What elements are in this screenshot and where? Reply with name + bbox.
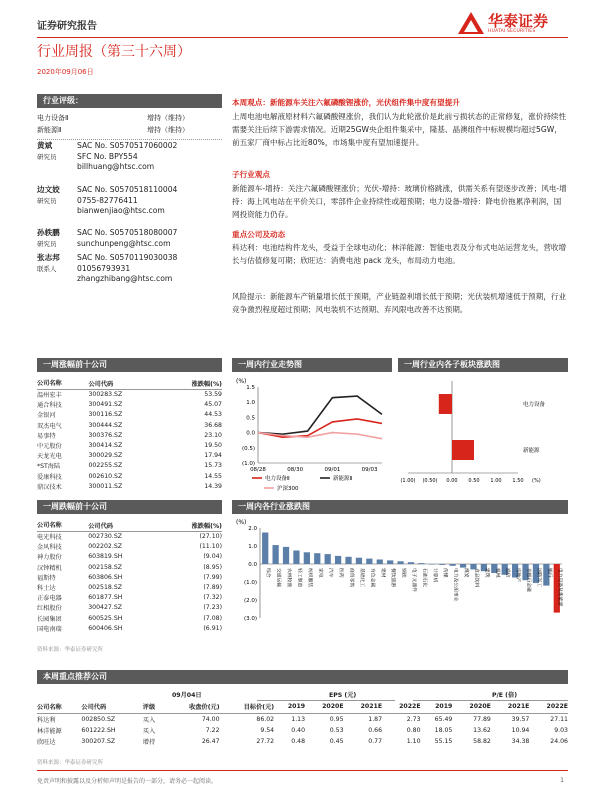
table-row xyxy=(37,390,222,400)
col-header: 2022E xyxy=(399,703,421,710)
category-label: 计算机 xyxy=(431,568,437,583)
company-name-cell: 福斯特 xyxy=(37,574,56,582)
company-code-cell: 300491.SZ xyxy=(88,401,123,409)
rating-divider xyxy=(37,139,222,140)
bar xyxy=(452,440,474,460)
x-tick-label: (0.50) xyxy=(422,478,438,484)
analyst-name: 张志邦 xyxy=(37,253,60,262)
company-name-cell: 正泰电器 xyxy=(37,595,62,603)
col-header: 公司名称 xyxy=(37,522,62,529)
table-cell: 1.87 xyxy=(368,715,383,723)
change-cell: 36.68 xyxy=(204,421,222,429)
table-cell: 10.94 xyxy=(511,726,530,734)
company-heading: 重点公司及动态 xyxy=(232,230,286,239)
company-code-cell: 600406.SH xyxy=(88,624,123,632)
recommend-title: 本周重点推荐公司 xyxy=(37,670,568,684)
col-header: 2021E xyxy=(507,703,530,710)
company-code-cell: 300011.SZ xyxy=(88,482,123,490)
table-row xyxy=(37,572,222,582)
trend-chart-title: 一周内行业走势图 xyxy=(232,358,392,372)
rating-item-value: 增持（维持） xyxy=(147,114,189,122)
table-cell: 65.49 xyxy=(434,715,453,723)
x-tick-label: 09/03 xyxy=(361,467,378,473)
analyst-card xyxy=(37,141,222,185)
company-name-cell: 双杰电气 xyxy=(37,422,62,430)
analyst-name: 黄斌 xyxy=(37,141,53,150)
x-tick-label: 1.50 xyxy=(512,478,524,484)
category-label: 餐饮旅游 xyxy=(390,568,396,588)
company-code-cell: 600525.SH xyxy=(88,614,123,622)
col-header: 公司名称 xyxy=(37,380,62,387)
company-name-cell: 温州宏丰 xyxy=(37,392,62,400)
bar xyxy=(429,564,435,565)
y-tick-label: (3.0) xyxy=(243,616,257,622)
change-cell: (9.04) xyxy=(203,553,222,561)
bar xyxy=(387,560,393,564)
x-tick-label: 1.00 xyxy=(490,478,502,484)
table-cell: 34.38 xyxy=(511,737,530,745)
table-row xyxy=(37,714,568,725)
category-label: 银行 xyxy=(546,568,552,578)
table-cell: 9.54 xyxy=(260,726,275,734)
table-row xyxy=(37,532,222,542)
rating-item xyxy=(37,113,222,125)
table-cell: 58.82 xyxy=(473,737,491,745)
table-row xyxy=(37,420,222,430)
y-tick-label: (1.0) xyxy=(243,580,257,586)
analyst-sac: SAC No. S0570518080007 xyxy=(77,228,178,237)
bar xyxy=(304,552,310,564)
x-tick-label: 08/30 xyxy=(287,467,304,473)
company-name-cell: 长园集团 xyxy=(37,615,62,623)
table-cell: 1.10 xyxy=(406,737,421,745)
gainers-title: 一周涨幅前十公司 xyxy=(37,358,222,372)
analyst-card xyxy=(37,228,222,253)
analyst-sfc: SFC No. BPY554 xyxy=(77,151,138,161)
company-name-cell: 金银河 xyxy=(37,412,56,420)
x-axis-label: (%) xyxy=(532,478,541,484)
analyst-email[interactable]: zhangzhibang@htsc.com xyxy=(77,274,173,284)
table-row xyxy=(37,410,222,420)
table-cell: 27.72 xyxy=(256,737,275,745)
trend-chart xyxy=(232,375,392,497)
table-cell: 2.73 xyxy=(406,715,421,723)
bar xyxy=(314,553,320,564)
company-text: 科达利：电池结构件龙头，受益于全球电动化；林洋能源：智能电表及分布式电站运营龙头，营收增长与估值修复可期；欣旺达：消费电池 pack 龙头，布局动力电池。 xyxy=(232,243,567,266)
table-row xyxy=(37,481,222,491)
analyst-phone: 01056793931 xyxy=(77,263,131,273)
company-name-cell: 天龙光电 xyxy=(37,453,62,461)
col-header: 评级 xyxy=(142,704,156,711)
table-cell: 林洋能源 xyxy=(37,727,62,735)
table-cell: 77.89 xyxy=(473,715,491,723)
table-cell: 买入 xyxy=(142,727,156,735)
col-header: 收盘价(元) xyxy=(189,704,220,711)
category-label: 建材 xyxy=(379,568,385,578)
category-label: 新能源 xyxy=(523,448,540,454)
analyst-role: 研究员 xyxy=(37,153,57,161)
brand-logo xyxy=(458,10,568,36)
company-name-cell: 红相股份 xyxy=(37,605,62,613)
bar xyxy=(283,547,289,564)
company-code-cell: 002158.SZ xyxy=(88,563,122,571)
y-tick-label: (1.0) xyxy=(241,461,255,467)
legend-label: 电力设备Ⅱ xyxy=(265,476,290,482)
col-header: 涨跌幅(%) xyxy=(191,381,222,388)
losers-title: 一周跌幅前十公司 xyxy=(37,500,222,514)
y-tick-label: 0.0 xyxy=(248,562,257,568)
bar xyxy=(293,551,299,565)
table-cell: 74.00 xyxy=(201,715,220,723)
company-code-cell: 300427.SZ xyxy=(88,604,122,612)
y-tick-label: 2.0 xyxy=(248,526,257,532)
table-cell: 55.15 xyxy=(434,737,453,745)
table-cell: 0.40 xyxy=(291,726,306,734)
table-row xyxy=(37,400,222,410)
col-header: 2020E xyxy=(469,703,491,710)
analyst-email[interactable]: sunchunpeng@htsc.com xyxy=(77,238,171,248)
x-tick-label: 08/28 xyxy=(250,467,266,473)
table-row xyxy=(37,623,222,633)
company-code-cell: 300116.SZ xyxy=(88,411,123,419)
analyst-card xyxy=(37,185,222,228)
recommend-group-header xyxy=(37,690,568,700)
company-code-cell: 002730.SZ xyxy=(88,533,122,541)
rating-item-value: 增持（维持） xyxy=(147,126,189,134)
category-label: 交通运输 xyxy=(275,568,281,588)
y-tick-label: (2.0) xyxy=(243,598,257,604)
change-cell: 44.53 xyxy=(204,411,222,419)
bar xyxy=(262,533,268,565)
bar xyxy=(356,558,362,564)
analyst-role: 研究员 xyxy=(37,197,57,205)
sector-chart-title: 一周行业内各子板块涨跌图 xyxy=(398,358,568,372)
report-type: 证券研究报告 xyxy=(37,21,97,32)
view-text: 上周电池电解液原材料六氟磷酸锂涨价，我们认为此轮涨价是此前亏损状态的正常修复，涨价持续性需要关注后续下游需求情况。近期25GW央企组件集采中，隆基、晶澳组件中标规模均超过5GW，前五家厂商中标占比近80%，市场集中度有望加速提升。 xyxy=(232,112,567,148)
table-header-row xyxy=(37,520,222,532)
table-row xyxy=(37,430,222,440)
col-header: 公司代码 xyxy=(88,381,114,388)
change-cell: (6.91) xyxy=(203,624,222,632)
company-code-cell: 002518.SZ xyxy=(88,584,122,592)
company-code-cell: 300283.SZ xyxy=(88,391,123,399)
change-cell: (8.95) xyxy=(203,563,222,571)
y-tick-label: 1.0 xyxy=(246,400,255,407)
category-label: 钢铁 xyxy=(400,568,406,578)
rating-item-name: 电力设备Ⅱ xyxy=(37,114,69,122)
change-cell: 14.55 xyxy=(204,472,222,480)
gainers-table xyxy=(37,378,222,491)
y-tick-label: (0.5) xyxy=(241,445,255,452)
company-code-cell: 603819.SH xyxy=(88,553,123,561)
y-tick-label: 0.0 xyxy=(246,430,255,437)
table-row xyxy=(37,582,222,592)
category-label: 电子元器件 xyxy=(411,568,416,592)
company-name-cell: 易事特 xyxy=(37,432,56,440)
analyst-sac: SAC No. S0570517060002 xyxy=(77,141,178,150)
change-cell: 45.07 xyxy=(204,401,222,409)
table-cell: 增持 xyxy=(142,738,156,746)
eps-underline xyxy=(257,700,395,701)
col-header: 2022E xyxy=(546,703,568,710)
company-code-cell: 002610.SZ xyxy=(88,472,123,480)
recommend-source: 资料来源：华泰证券研究所 xyxy=(37,760,104,766)
bar xyxy=(377,560,383,565)
table-cell: 39.57 xyxy=(511,715,530,723)
company-code-cell: 002255.SZ xyxy=(88,462,123,470)
report-date: 2020年09月06日 xyxy=(37,68,94,76)
col-header: 2019 xyxy=(435,703,453,710)
change-cell: 23.10 xyxy=(204,431,222,439)
brand-name-en: HUATAI SECURITIES xyxy=(488,29,536,34)
table-row xyxy=(37,471,222,481)
category-label: 医药 xyxy=(338,568,344,578)
bar xyxy=(439,564,445,565)
table-cell: 601222.SH xyxy=(81,726,116,734)
header-line xyxy=(37,37,568,38)
company-code-cell: 300444.SZ xyxy=(88,421,123,429)
table-cell: 0.77 xyxy=(368,737,383,745)
company-name-cell: 科士达 xyxy=(37,585,56,593)
bar xyxy=(366,559,372,564)
table-row xyxy=(37,736,568,747)
pe-label: P/E (倍) xyxy=(492,692,518,699)
category-label: 通信 xyxy=(504,568,510,578)
table-row xyxy=(37,593,222,603)
category-label: 传媒 xyxy=(442,568,448,578)
eps-label: EPS (元) xyxy=(329,692,357,699)
bar xyxy=(450,564,456,566)
bar xyxy=(325,554,331,564)
analyst-sac: SAC No. S0570119030038 xyxy=(77,253,178,262)
bar xyxy=(439,394,452,414)
category-label: 电力及公用事业 xyxy=(452,568,458,602)
industry-chart-title: 一周内各行业涨跌图 xyxy=(232,500,568,514)
category-label: 电力设备 xyxy=(523,402,546,408)
y-axis-label: (%) xyxy=(236,519,247,526)
table-cell: 002850.SZ xyxy=(81,715,116,723)
category-label: 食品饮料 xyxy=(473,568,479,588)
analyst-name: 边文姣 xyxy=(37,185,60,194)
company-code-cell: 601877.SH xyxy=(88,594,123,602)
category-label: 家电 xyxy=(317,568,323,578)
losers-table xyxy=(37,520,222,633)
table-header-row xyxy=(37,378,222,390)
company-name-cell: 鼎汉技术 xyxy=(37,483,62,491)
table-cell: 0.66 xyxy=(368,726,383,734)
category-label: 基础化工 xyxy=(358,568,364,588)
rating-list xyxy=(37,113,222,137)
col-header: 目标价(元) xyxy=(243,704,275,711)
rating-title: 行业评级： xyxy=(37,94,222,108)
legend-label: 新能源Ⅱ xyxy=(333,476,353,482)
change-cell: (27.10) xyxy=(199,533,222,541)
category-label: 机械 xyxy=(494,568,500,578)
analyst-role: 研究员 xyxy=(37,240,57,248)
table-cell: 86.02 xyxy=(256,715,275,723)
col-header: 涨跌幅(%) xyxy=(191,523,222,530)
bar xyxy=(397,561,403,564)
change-cell: (7.23) xyxy=(203,604,222,612)
price-date: 09月04日 xyxy=(172,692,202,699)
x-tick-label: (1.00) xyxy=(400,478,416,484)
change-cell: (7.89) xyxy=(203,584,222,592)
table-cell: 13.62 xyxy=(473,726,491,734)
category-label: 非银行金融 xyxy=(525,568,531,592)
analyst-card xyxy=(37,253,222,289)
category-label: 煤炭 xyxy=(463,568,469,578)
sector-chart xyxy=(398,375,568,497)
table-row xyxy=(37,542,222,552)
category-label: 有色金属 xyxy=(369,568,375,588)
company-code-cell: 603806.SH xyxy=(88,573,123,581)
change-cell: (7.32) xyxy=(203,594,222,602)
bar xyxy=(335,556,341,564)
table-cell: 1.13 xyxy=(291,715,306,723)
col-header: 2020E xyxy=(322,703,344,710)
change-cell: 15.73 xyxy=(204,462,222,470)
change-cell: 17.94 xyxy=(204,452,222,460)
analyst-list xyxy=(37,141,222,289)
col-header: 公司名称 xyxy=(37,704,62,711)
category-label: 商贸零售 xyxy=(348,568,354,588)
sub-text: 新能源车-增持：关注六氟磷酸锂涨价；光伏-增持：玻璃价格跳涨，供需关系有望逐步改善；风电-增持：海上风电站在平价关口，零部件企业持续性或超预期；电力设备-增持：降电价拖累净利润，国网投资能力仍存。 xyxy=(232,184,567,220)
category-label: 纺织服装 xyxy=(306,568,312,588)
company-code-cell: 300029.SZ xyxy=(88,452,123,460)
category-label: 轻工制造 xyxy=(296,568,302,588)
bar xyxy=(272,545,278,564)
table-cell: 科达利 xyxy=(37,716,56,724)
y-axis-label: (%) xyxy=(236,378,247,385)
table-cell: 300207.SZ xyxy=(81,737,116,745)
brand-mark-icon xyxy=(458,12,484,34)
table-cell: 0.53 xyxy=(329,726,344,734)
x-tick-label: 0.50 xyxy=(468,478,480,484)
table-cell: 买入 xyxy=(142,716,156,724)
table-row xyxy=(37,552,222,562)
company-name-cell: 电光科技 xyxy=(37,534,62,542)
category-label: 国防军工 xyxy=(535,568,541,588)
view-heading: 本周观点：新能源车关注六氟磷酸锂涨价，光伏组件集中度有望提升 xyxy=(232,98,460,107)
rating-item-name: 新能源Ⅱ xyxy=(37,126,62,134)
bar xyxy=(345,557,351,564)
losers-source: 资料来源：华泰证券研究所 xyxy=(37,647,104,653)
col-header: 公司代码 xyxy=(81,704,107,711)
company-name-cell: 汉钟精机 xyxy=(37,564,62,572)
analyst-sac: SAC No. S0570518110004 xyxy=(77,185,178,194)
table-header-row xyxy=(37,702,568,714)
category-label: 综合 xyxy=(265,568,271,578)
table-cell: 24.06 xyxy=(550,737,568,745)
sub-heading: 子行业观点 xyxy=(232,170,270,179)
company-code-cell: 300414.SZ xyxy=(88,442,123,450)
table-cell: 26.47 xyxy=(201,737,220,745)
brand-name-cn: 华泰证券 xyxy=(488,12,549,30)
category-label: 建筑 xyxy=(483,568,489,578)
y-tick-label: 1.5 xyxy=(246,385,255,391)
table-cell: 0.80 xyxy=(406,726,421,734)
analyst-email[interactable]: billhuang@htsc.com xyxy=(77,162,155,172)
table-cell: 0.48 xyxy=(291,737,306,745)
company-name-cell: 金风科技 xyxy=(37,544,62,552)
change-cell: 14.39 xyxy=(204,482,222,490)
change-cell: 53.59 xyxy=(204,391,222,399)
analyst-email[interactable]: bianwenjiao@htsc.com xyxy=(77,206,165,216)
table-cell: 0.45 xyxy=(329,737,344,745)
footer-line xyxy=(37,770,568,771)
change-cell: 19.50 xyxy=(204,442,222,450)
analyst-name: 孙轶鹏 xyxy=(37,228,60,237)
table-row xyxy=(37,613,222,623)
company-name-cell: 国电南瑞 xyxy=(37,625,62,633)
x-tick-label: 0.00 xyxy=(446,478,458,484)
table-cell: 9.03 xyxy=(554,726,568,734)
recommend-table xyxy=(37,702,568,747)
category-label: 电力设备及新能源 xyxy=(556,568,562,607)
analyst-role: 联系人 xyxy=(37,265,57,273)
category-label: 汽车 xyxy=(327,568,333,578)
company-code-cell: 002202.SZ xyxy=(88,543,122,551)
risk-text: 风险提示：新能源车产销量增长低于预期，产业链盈利增长低于预期；光伏装机增速低于预期，行业竞争激烈程度超过预期；风电装机不达预期、弃风限电改善不达预期。 xyxy=(232,292,567,315)
bar xyxy=(408,562,414,564)
page-number: 1 xyxy=(560,776,565,784)
change-cell: (11.10) xyxy=(199,543,222,551)
y-tick-label: 1.0 xyxy=(248,544,257,550)
company-name-cell: *ST海陆 xyxy=(37,463,61,471)
pe-underline xyxy=(413,700,568,701)
rating-item xyxy=(37,125,222,137)
company-name-cell: 中元股份 xyxy=(37,443,62,451)
table-row xyxy=(37,725,568,736)
category-label: 农林牧渔 xyxy=(286,568,292,588)
bar xyxy=(418,563,424,564)
category-label: 石油石化 xyxy=(421,568,427,588)
company-code-cell: 300376.SZ xyxy=(88,431,123,439)
page-title: 行业周报（第三十六周） xyxy=(37,44,191,60)
category-label: 房地产 xyxy=(515,568,521,583)
table-cell: 7.22 xyxy=(205,726,220,734)
company-name-cell: 爱康科技 xyxy=(37,473,62,481)
table-row xyxy=(37,451,222,461)
table-row xyxy=(37,603,222,613)
table-row xyxy=(37,461,222,471)
col-header: 2019 xyxy=(287,703,306,710)
footer-text: 免责声明和披露以及分析师声明是报告的一部分，请务必一起阅读。 xyxy=(37,778,218,785)
col-header: 公司代码 xyxy=(88,523,113,530)
table-cell: 0.95 xyxy=(329,715,344,723)
col-header: 2021E xyxy=(360,703,383,710)
table-cell: 18.05 xyxy=(434,726,453,734)
company-name-cell: 通合科技 xyxy=(37,402,62,410)
table-row xyxy=(37,562,222,572)
change-cell: (7.08) xyxy=(203,614,222,622)
x-tick-label: 09/01 xyxy=(324,467,341,473)
analyst-phone: 0755-82776411 xyxy=(77,195,138,205)
industry-chart xyxy=(232,516,568,658)
y-tick-label: 0.5 xyxy=(246,415,255,422)
legend-label: 沪深300 xyxy=(277,486,299,492)
table-cell: 27.11 xyxy=(550,715,568,723)
table-cell: 欣旺达 xyxy=(37,738,56,746)
table-row xyxy=(37,440,222,450)
company-name-cell: 神力股份 xyxy=(37,554,62,562)
change-cell: (7.99) xyxy=(203,573,222,581)
